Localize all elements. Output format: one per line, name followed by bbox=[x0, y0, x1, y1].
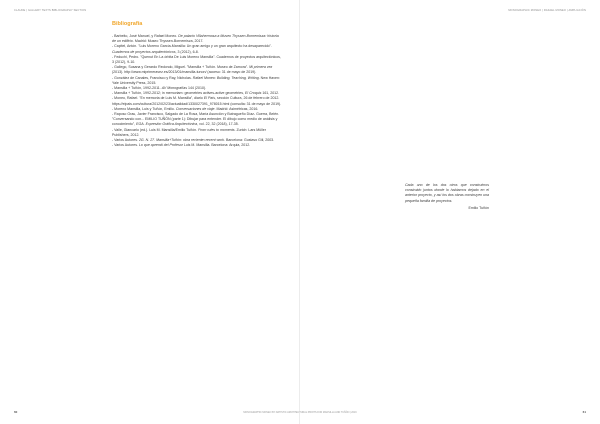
bibliography-text: . New Haven: Yale University Press, 2015. bbox=[112, 75, 280, 85]
bibliography-text: 144 (2010). bbox=[186, 86, 207, 91]
bibliography-title-text: De palacio Villahermosa a Museo Thyssen-Bornemisza: historia de un edificio bbox=[112, 34, 279, 44]
running-head-left: CLAUDE | GALLERY TEXTS BIBLIOGRAPHY SECTION bbox=[14, 9, 87, 12]
bibliography-title-text: EGA. Expresión Gráfica Arquitectónica bbox=[136, 122, 198, 127]
bibliography-text: . Zurich: Lars Müller Publishers, 2012. bbox=[112, 127, 266, 137]
bibliography-text: - Varios Autores. bbox=[112, 138, 139, 143]
bibliography-text: - Barbeito, José Manuel, y Rafael Moneo. bbox=[112, 34, 179, 38]
bibliography-entry bbox=[112, 76, 283, 86]
page-number-right: 61 bbox=[582, 410, 586, 414]
bibliography-text: . Madrid: Asimétricas, 2016. bbox=[214, 106, 259, 111]
bibliography-title-text: Cuadernos de proyectos arquitectónicos bbox=[112, 49, 176, 54]
bibliography-text: - González de Canales, Francisco y Ray, Nicholas. bbox=[112, 75, 193, 80]
bibliography-entry bbox=[112, 65, 283, 75]
footer-credit: MONOGRAPHIC MONEO BY ARTISTIC ARCHITECTURAL PRINTS FOR MANSILLA AND TUÑÓN | 2019 bbox=[243, 411, 357, 414]
bibliography-text: 161, 2012. bbox=[261, 91, 280, 96]
bibliography-title-text: Lo que aprendí del Profesor bbox=[138, 143, 183, 148]
page-number-left: 60 bbox=[14, 410, 18, 414]
running-head-right: MONOGRAPHIC MONEO | RAFAEL MONEO | AMPLIACIÓN bbox=[508, 9, 586, 12]
bibliography-text: - Moreno Mansilla, Luis y Tuñón, Emilio. bbox=[112, 106, 176, 111]
epigraph bbox=[405, 183, 489, 211]
bibliography-text: - Moneo, Rafael. "En memoria de Luis M. Mansilla", diario bbox=[112, 96, 204, 101]
bibliography-text: - Feduchi, Pedro. "Quenut En La órbita De Luis Moreno Mansilla". Cuadernos de proyectos arquitectónicos, 3 (2012), 9-10. bbox=[112, 54, 281, 65]
bibliography-title-text: AV Monografías bbox=[161, 86, 187, 91]
bibliography-entry bbox=[112, 112, 283, 128]
bibliography-entry bbox=[112, 128, 283, 138]
bibliography-text: - Raposo Grau, Javier Francisco, Salgado de La Rosa, María Asunción y Butragueño Díaz- Guerra, Belén. "Conversando con... EMILIO TUÑÓN (parte 1): Dibujar para entender. El dibujo como medio de análisis y conocimiento", bbox=[112, 112, 280, 127]
bibliography-title-text: El País bbox=[203, 96, 216, 101]
bibliography-entry bbox=[112, 143, 283, 148]
epigraph-text: Cada uno de los dos otros que construimos construido juntos donde lo habíamos dejado en el anterior proyecto, y así los dos obras construyen una pequeña familia de proyectos. bbox=[405, 183, 489, 203]
bibliography-text: , 3 (2012), 6-8. bbox=[175, 49, 199, 54]
bibliography-text: - Capitel, Antón. "Luis Moreno García-Mansilla: Un gran amigo y un gran arquitecto ha desaparecido". bbox=[112, 44, 272, 49]
bibliography-text: Luis M. Mansilla. Barcelona: Arquia, 2012. bbox=[182, 143, 251, 148]
bibliography-title-text: 2G. N. 27. Mansilla+Tuñón: obra reciente=recent work bbox=[138, 138, 225, 143]
bibliography-entry bbox=[112, 44, 283, 54]
bibliography-text: - Mansilla + Tuñón, 1992-2011. bbox=[112, 86, 162, 91]
bibliography-text: . Barcelona: Gustavo Gili, 2003. bbox=[224, 138, 275, 143]
section-title: Bibliografía bbox=[112, 21, 143, 27]
bibliography-text: (2013). http://www.miprimeravez.es/2013/01/mansilla-tunon/ (acceso: 31 de mayo de 2019). bbox=[112, 70, 257, 75]
bibliography-title-text: Conversaciones de viaje bbox=[175, 106, 215, 111]
bibliography-text: . Madrid: Museo Thyssen-Bornemisza, 2017. bbox=[132, 39, 204, 44]
bibliography-text: - Valle, Giancarlo (ed.). Luis M. Mansilla/Emilio Tuñón. bbox=[112, 127, 199, 132]
bibliography-entry bbox=[112, 55, 283, 65]
bibliography-title-text: Rafael Moneo: Building, Teaching, Writing bbox=[192, 75, 259, 80]
bibliography-title-text: Mi primera vez bbox=[249, 65, 273, 70]
right-page bbox=[300, 0, 600, 424]
bibliography-entry bbox=[112, 34, 283, 44]
bibliography-entry bbox=[112, 96, 283, 106]
bibliography-list bbox=[112, 34, 283, 148]
bibliography-text: - Gallego, Susana y Gerardo Redondo, Miguel. "Mansilla + Tuñón. Museo de Zamora". bbox=[112, 65, 250, 70]
bibliography-text: , sección Cultura, 26 de febrero de 2012. https://elpais.com/cultura/2012/02/23/actualidad/1330027391_978015.html (consulta: 31 de mayo de 2019). bbox=[112, 96, 282, 106]
bibliography-title-text: From rules to moments bbox=[198, 127, 235, 132]
bibliography-text: - Varios Autores. bbox=[112, 143, 139, 148]
epigraph-author: Emilio Tuñón bbox=[468, 205, 489, 210]
bibliography-text: , vol. 22, 32 (2018), 17-35. bbox=[197, 122, 239, 127]
bibliography-title-text: El Croquis bbox=[244, 91, 262, 96]
bibliography-text: - Mansilla + Tuñón, 1992-2012; in memoriam: geometries actives-active geometries, bbox=[112, 91, 245, 96]
